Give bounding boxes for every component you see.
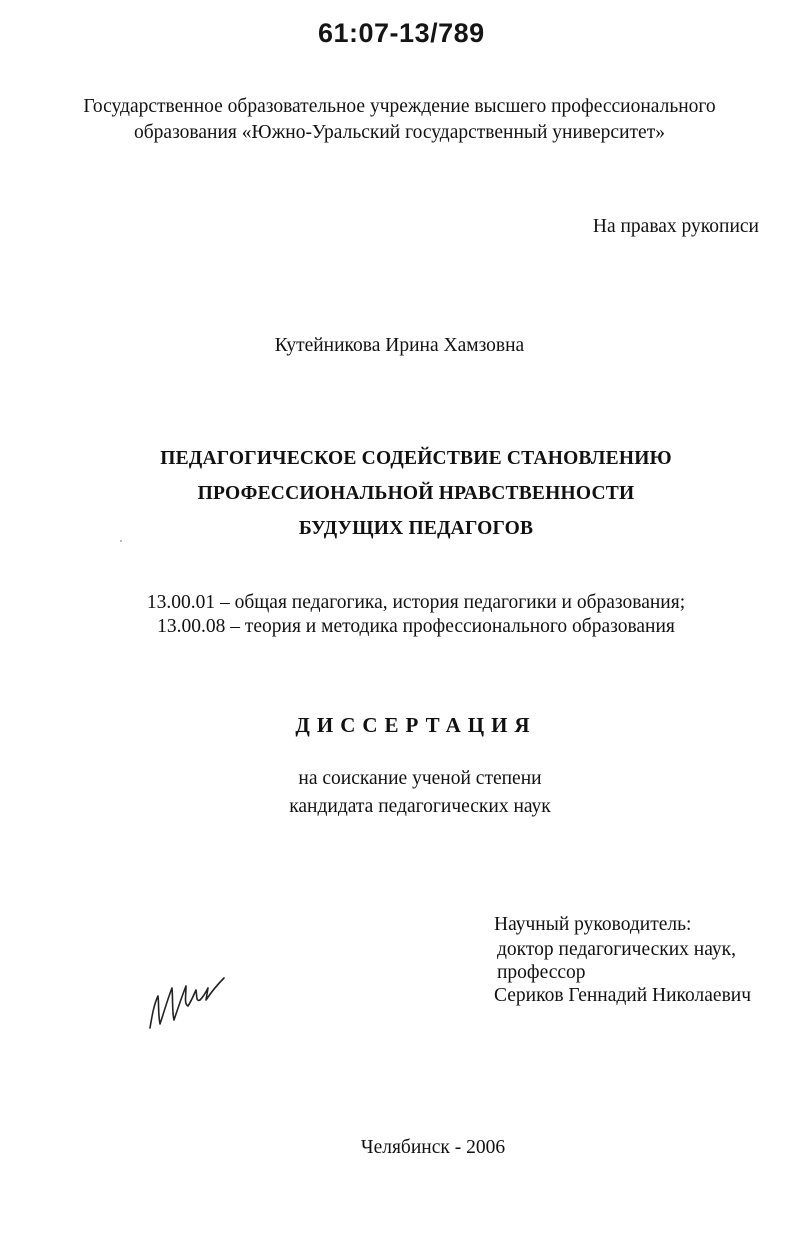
city-year: Челябинск - 2006: [360, 1137, 506, 1158]
title-line-2: ПРОФЕССИОНАЛЬНОЙ НРАВСТВЕННОСТИ: [197, 483, 635, 504]
supervisor-name: Сериков Геннадий Николаевич: [494, 985, 752, 1006]
supervisor-degree: доктор педагогических наук,: [497, 939, 736, 960]
specialty-line-1: 13.00.01 – общая педагогика, история педагогики и образования;: [146, 592, 686, 613]
degree-line-2: кандидата педагогических наук: [289, 796, 551, 817]
title-line-3: БУДУЩИХ ПЕДАГОГОВ: [298, 518, 534, 539]
institution-line-2: образования «Южно-Уральский государственный университет»: [134, 122, 665, 143]
supervisor-label: Научный руководитель:: [494, 914, 692, 935]
specialty-line-2: 13.00.08 – теория и методика профессионального образования: [157, 616, 675, 637]
catalog-number: 61:07-13/789: [318, 18, 485, 48]
title-line-1: ПЕДАГОГИЧЕСКОЕ СОДЕЙСТВИЕ СТАНОВЛЕНИЮ: [160, 448, 672, 469]
document-type: ДИССЕРТАЦИЯ: [295, 713, 537, 737]
author-name: Кутейникова Ирина Хамзовна: [274, 335, 525, 356]
handwritten-signature: [146, 970, 236, 1032]
rights-notice: На правах рукописи: [592, 216, 759, 237]
supervisor-rank: профессор: [497, 962, 586, 983]
degree-line-1: на соискание ученой степени: [298, 768, 542, 789]
scan-speck: [120, 540, 122, 542]
institution-line-1: Государственное образовательное учреждение высшего профессионального: [83, 96, 716, 117]
